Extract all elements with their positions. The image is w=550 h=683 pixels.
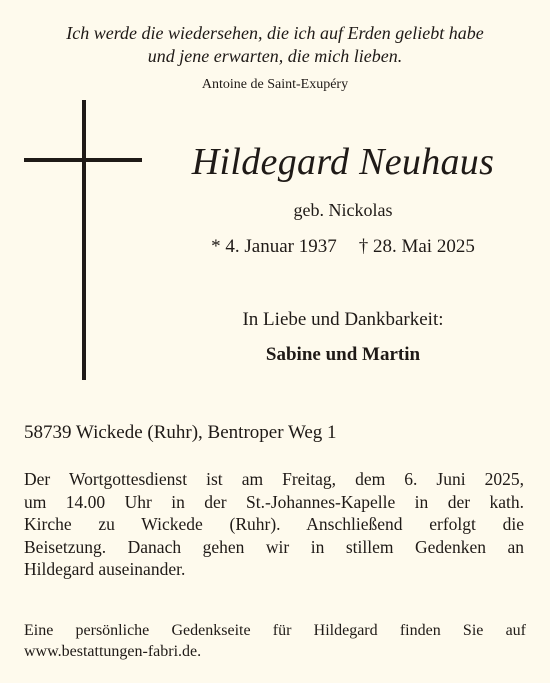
- deceased-name: Hildegard Neuhaus: [191, 141, 495, 183]
- service-line: um 14.00 Uhr in der St.-Johannes-Kapelle in der kath.: [24, 491, 524, 512]
- memorial-line: Eine persönliche Gedenkseite für Hildegard finden Sie auf: [24, 622, 526, 639]
- address: 58739 Wickede (Ruhr), Bentroper Weg 1: [24, 422, 337, 443]
- service-line: Beisetzung. Danach gehen wir in stillem Gedenken an: [24, 536, 524, 557]
- cross-horizontal-bar: [24, 158, 142, 162]
- maiden-name: geb. Nickolas: [293, 200, 393, 220]
- quote-line-2: und jene erwarten, die mich lieben.: [147, 46, 403, 66]
- death-date: † 28. Mai 2025: [358, 236, 475, 257]
- life-dates: [148, 234, 538, 260]
- quote: [0, 22, 550, 68]
- service-line: Kirche zu Wickede (Ruhr). Anschließend erfolgt die: [24, 514, 524, 534]
- quote-line-1: Ich werde die wiedersehen, die ich auf Erden geliebt habe: [66, 23, 484, 43]
- memorial-page-paragraph: [24, 620, 526, 662]
- cross-vertical-bar: [82, 100, 86, 380]
- service-line: Der Wortgottesdienst ist am Freitag, dem 6. Juni 2025,: [24, 469, 524, 489]
- service-line: Hildegard auseinander.: [24, 559, 186, 579]
- quote-author: Antoine de Saint-Exupéry: [201, 77, 349, 92]
- mourners-names: Sabine und Martin: [265, 344, 421, 365]
- service-paragraph: [24, 468, 524, 581]
- birth-date: * 4. Januar 1937: [211, 236, 337, 257]
- memorial-website-link[interactable]: www.bestattungen-fabri.de.: [24, 643, 202, 660]
- mourners-intro: In Liebe und Dankbarkeit:: [242, 309, 444, 330]
